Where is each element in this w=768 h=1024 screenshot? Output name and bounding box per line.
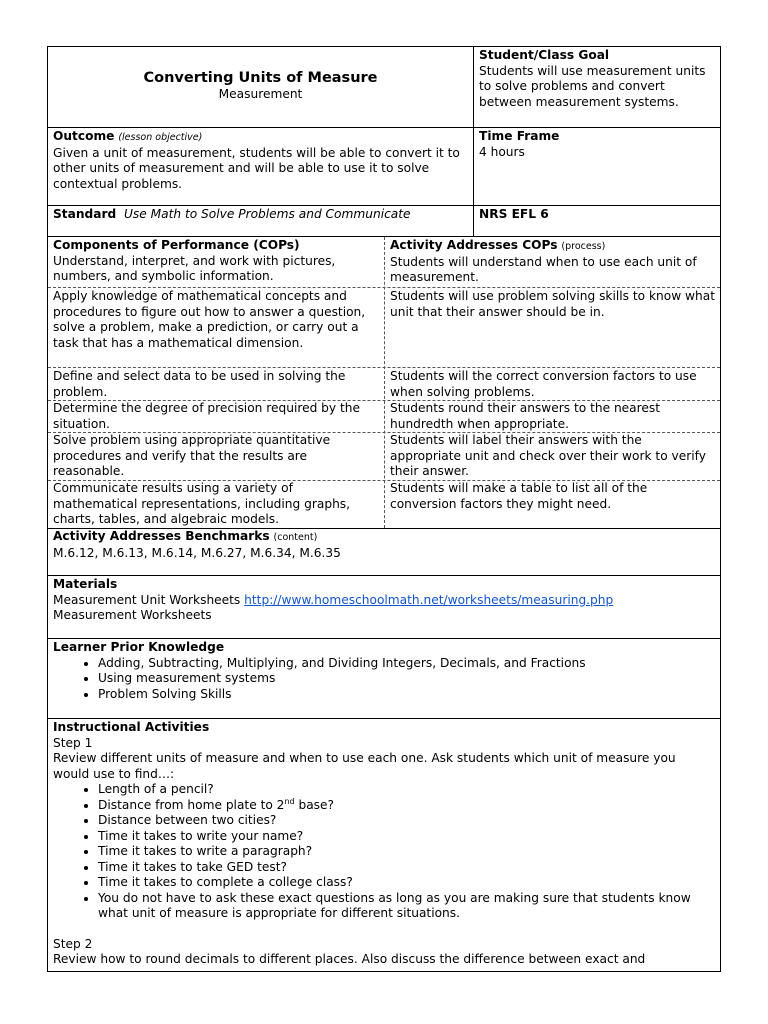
step1-label: Step 1 [53,735,93,750]
cops-row-1-right [390,238,716,286]
standard-text: Use Math to Solve Problems and Communicate [123,207,411,221]
standard-label: Standard [53,207,117,221]
step2-text: Review how to round decimals to different places. Also discuss the difference between exact and [53,952,646,966]
outcome-text: Given a unit of measurement, students will be able to convert it to other units of measurement and will be able to use it to solve contextual problems. [53,145,460,191]
benchmarks-label: Activity Addresses Benchmarks [53,529,270,543]
activity-3: Students will the correct conversion factors to use when solving problems. [390,369,697,399]
cop-3: Define and select data to be used in solving the problem. [53,369,346,399]
cops-right-note: (process) [561,241,606,252]
cops-left-header: Components of Performance (COPs) [53,238,300,252]
cop-1: Understand, interpret, and work with pictures, numbers, and symbolic information. [53,253,336,283]
page-title: Converting Units of Measure [143,70,378,86]
prior-knowledge-cell [47,638,721,719]
activities-label: Instructional Activities [53,720,210,734]
list-item: • You do not have to ask these exact questions as long as you are making sure that students know what unit of measure is appropriate for different situations. [98,891,715,922]
materials-cell [47,575,721,639]
page-subtitle: Measurement [218,87,303,101]
activity-5: Students will label their answers with the appropriate unit and check over their work to verify their answer. [390,433,706,478]
materials-line1: Measurement Unit Worksheets [53,592,245,607]
cops-row-1-left [53,238,379,285]
benchmarks-note: (content) [273,532,318,543]
step2-label: Step 2 [53,936,93,951]
outcome-label: Outcome [53,129,115,143]
nrs-level: NRS EFL 6 [479,207,549,221]
step1-text: Review different units of measure and when to use each one. Ask students which unit of measure you would use to find…: [53,751,676,781]
activities-cell [47,718,721,972]
activity-4: Students round their answers to the nearest hundredth when appropriate. [390,401,661,431]
list-item: • Length of a pencil? [98,782,715,798]
activity-1: Students will understand when to use each unit of measurement. [390,254,697,284]
time-frame-label: Time Frame [479,129,560,143]
goal-label: Student/Class Goal [479,48,610,62]
cops-right-header: Activity Addresses COPs [390,238,558,252]
standard-cell [47,205,474,237]
time-frame-value: 4 hours [479,144,525,159]
cop-5: Solve problem using appropriate quantitative procedures and verify that the results are reasonable. [53,433,331,478]
prior-knowledge-list [53,656,715,703]
nrs-cell [473,205,721,237]
outcome-note: (lesson objective) [118,132,203,143]
list-item: • Time it takes to write a paragraph? [98,844,715,860]
list-item: • Distance from home plate to 2nd base? [98,798,715,814]
list-item: • Using measurement systems [98,671,715,687]
list-item: • Adding, Subtracting, Multiplying, and Dividing Integers, Decimals, and Fractions [98,656,715,672]
list-item: • Time it takes to write your name? [98,829,715,845]
list-item: • Distance between two cities? [98,813,715,829]
cop-6: Communicate results using a variety of mathematical representations, including graphs, charts, tables, and algebraic models. [53,481,351,526]
cop-2: Apply knowledge of mathematical concepts and procedures to figure out how to answer a question, solve a problem, make a prediction, or carry out a task that has a mathematical dimension. [53,289,366,350]
goal-cell [473,46,721,128]
activity-2: Students will use problem solving skills to know what unit that their answer should be in. [390,289,715,319]
materials-line2: Measurement Worksheets [53,608,212,622]
benchmarks-cell [47,528,721,576]
worksheets-link[interactable]: http://www.homeschoolmath.net/worksheets/measuring.php [244,592,614,607]
list-item: • Problem Solving Skills [98,687,715,703]
prior-knowledge-label: Learner Prior Knowledge [53,640,225,654]
goal-text: Students will use measurement units to solve problems and convert between measurement systems. [479,63,706,109]
activities-list [53,782,715,922]
title-cell [47,46,474,128]
benchmarks-text: M.6.12, M.6.13, M.6.14, M.6.27, M.6.34, M.6.35 [53,545,341,560]
materials-label: Materials [53,577,118,591]
activity-6: Students will make a table to list all of the conversion factors they might need. [390,481,648,511]
list-item: • Time it takes to complete a college class? [98,875,715,891]
outcome-cell [47,127,474,206]
cop-4: Determine the degree of precision required by the situation. [53,401,361,431]
cops-table [47,236,721,529]
time-frame-cell [473,127,721,206]
list-item: • Time it takes to take GED test? [98,860,715,876]
